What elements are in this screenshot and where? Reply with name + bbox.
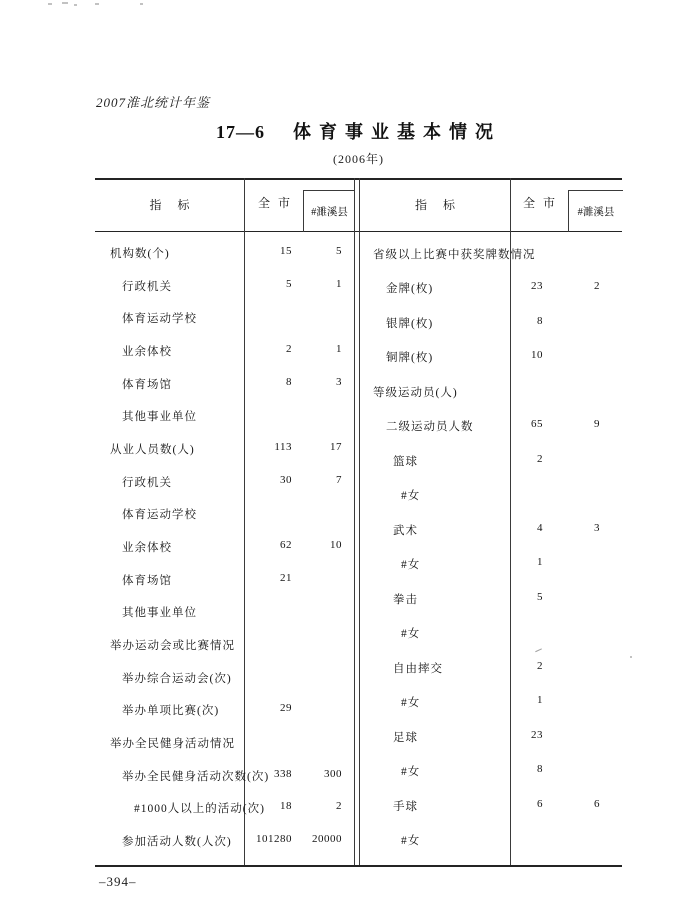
row-value-city: 113	[274, 440, 292, 453]
row-value-city: 18	[280, 800, 292, 813]
table-row	[360, 832, 622, 847]
row-value-city: 8	[537, 763, 543, 776]
page-title	[95, 118, 622, 144]
row-value-county: 5	[336, 245, 342, 257]
table-row	[360, 729, 622, 744]
table-row	[360, 763, 622, 778]
row-value-city: 23	[531, 728, 543, 741]
row-value-city: 1	[537, 694, 543, 707]
row-value-county: 7	[336, 473, 342, 486]
scan-speck	[74, 4, 77, 6]
table-row	[360, 522, 622, 537]
row-value-city: 29	[280, 702, 292, 715]
row-value-city: 101280	[256, 832, 292, 845]
table-row	[360, 349, 622, 364]
row-value-county: 17	[330, 440, 342, 453]
header-city-right: 全市	[522, 195, 563, 210]
row-label: 举办全民健身活动情况	[110, 737, 235, 750]
row-value-city: 2	[286, 342, 292, 355]
row-label: 省级以上比赛中获奖牌数情况	[373, 249, 536, 261]
row-value-city: 65	[531, 418, 543, 431]
table-row	[360, 487, 622, 502]
table-row	[95, 768, 354, 783]
row-label: 行政机关	[122, 476, 172, 489]
table-row	[95, 670, 354, 685]
row-value-county: 1	[336, 342, 342, 355]
row-value-city: 1	[537, 556, 543, 569]
table-row	[360, 315, 622, 330]
table-row	[95, 637, 354, 652]
table-row	[95, 506, 354, 521]
row-label: 武术	[393, 524, 418, 537]
scan-speck	[48, 3, 52, 5]
row-value-city: 8	[537, 314, 543, 327]
row-value-county: 10	[330, 538, 342, 551]
table-row	[95, 376, 354, 391]
scan-speck	[62, 2, 68, 4]
row-value-city: 15	[280, 245, 292, 257]
row-label: 从业人员数(人)	[110, 443, 195, 456]
row-label: 体育场馆	[122, 378, 172, 391]
statistics-table	[95, 178, 622, 867]
table-row	[360, 694, 622, 709]
table-row	[95, 604, 354, 619]
row-value-city: 23	[531, 280, 543, 293]
row-label: #女	[401, 697, 421, 710]
row-label: #女	[401, 490, 421, 503]
row-value-county: 3	[594, 521, 600, 534]
row-label: #1000人以上的活动(次)	[134, 803, 265, 816]
table-row	[360, 280, 622, 295]
table-row	[360, 246, 622, 261]
row-value-city: 6	[537, 797, 543, 810]
row-label: 举办综合运动会(次)	[122, 672, 232, 685]
row-label: 体育运动学校	[122, 509, 197, 522]
row-label: 机构数(个)	[110, 248, 170, 260]
row-value-city: 4	[537, 521, 543, 534]
row-label: 其他事业单位	[122, 411, 197, 424]
row-label: 体育场馆	[122, 574, 172, 587]
row-label: 举办单项比赛(次)	[122, 705, 220, 718]
row-label: 二级运动员人数	[386, 421, 474, 434]
header-indicator-left: 指标	[149, 198, 206, 212]
row-value-city: 62	[280, 538, 292, 551]
row-value-county: 9	[594, 418, 600, 431]
table-row	[360, 660, 622, 675]
row-value-county: 6	[594, 797, 600, 810]
table-row	[95, 800, 354, 815]
row-label: 自由摔交	[393, 662, 443, 675]
table-row	[95, 572, 354, 587]
row-label: 等级运动员(人)	[373, 386, 458, 399]
row-label: 举办全民健身活动次数(次)	[122, 770, 270, 783]
header-county-right: #濉溪县	[568, 190, 623, 232]
row-label: 金牌(枚)	[386, 283, 434, 296]
table-row	[95, 310, 354, 325]
row-label: #女	[401, 559, 421, 572]
row-value-city: 2	[537, 452, 543, 465]
table-row	[95, 408, 354, 423]
table-row	[95, 441, 354, 456]
row-value-city: 21	[280, 571, 292, 584]
yearbook-header: 2007淮北统计年鉴	[96, 95, 211, 110]
row-label: 参加活动人数(人次)	[122, 835, 232, 848]
row-label: #女	[401, 628, 421, 641]
row-label: #女	[401, 766, 421, 779]
row-label: #女	[401, 834, 421, 847]
row-value-county: 2	[336, 800, 342, 813]
row-label: 篮球	[393, 455, 418, 468]
table-number: 17—6	[216, 122, 265, 142]
row-value-county: 2	[594, 280, 600, 293]
row-label: 业余体校	[122, 541, 172, 554]
row-label: 手球	[393, 800, 418, 813]
table-left-half	[95, 232, 354, 865]
table-title-text: 体育事业基本情况	[293, 122, 501, 142]
table-row	[360, 453, 622, 468]
row-value-county: 3	[336, 375, 342, 388]
row-label: 举办运动会或比赛情况	[110, 639, 235, 652]
table-bottom-border	[95, 865, 622, 867]
row-value-city: 8	[286, 375, 292, 388]
table-row	[95, 245, 354, 260]
row-label: 足球	[393, 731, 418, 744]
table-row	[95, 735, 354, 750]
table-row	[95, 702, 354, 717]
row-value-city: 30	[280, 473, 292, 486]
scan-speck	[95, 3, 99, 5]
table-row	[360, 625, 622, 640]
row-label: 拳击	[393, 593, 418, 606]
scan-speck	[140, 3, 143, 5]
row-value-city: 2	[537, 659, 543, 672]
row-value-county: 20000	[312, 832, 342, 845]
row-value-city: 5	[286, 277, 292, 290]
table-row	[95, 278, 354, 293]
row-value-county: 300	[324, 767, 342, 780]
center-divider-line	[354, 178, 355, 865]
table-row	[360, 556, 622, 571]
row-value-city: 338	[274, 767, 292, 780]
table-right-half	[360, 232, 622, 865]
table-subtitle: (2006年)	[333, 152, 384, 166]
table-row	[95, 833, 354, 848]
header-county-left: #濉溪县	[303, 190, 355, 232]
table-row	[360, 418, 622, 433]
page-number: –394–	[99, 874, 137, 889]
row-label: 业余体校	[122, 345, 172, 358]
table-row	[360, 384, 622, 399]
row-label: 体育运动学校	[122, 313, 197, 326]
row-value-city: 10	[531, 349, 543, 362]
row-label: 行政机关	[122, 280, 172, 293]
table-row	[360, 798, 622, 813]
table-row	[95, 343, 354, 358]
row-label: 铜牌(枚)	[386, 352, 434, 365]
table-row	[95, 539, 354, 554]
header-city-left: 全市	[257, 195, 298, 210]
header-indicator-right: 指标	[414, 198, 471, 212]
row-value-city: 5	[537, 590, 543, 603]
row-label: 其他事业单位	[122, 607, 197, 620]
table-row	[360, 591, 622, 606]
scan-speck	[630, 656, 632, 658]
row-label: 银牌(枚)	[386, 317, 434, 330]
row-value-county: 1	[336, 277, 342, 290]
table-row	[95, 474, 354, 489]
